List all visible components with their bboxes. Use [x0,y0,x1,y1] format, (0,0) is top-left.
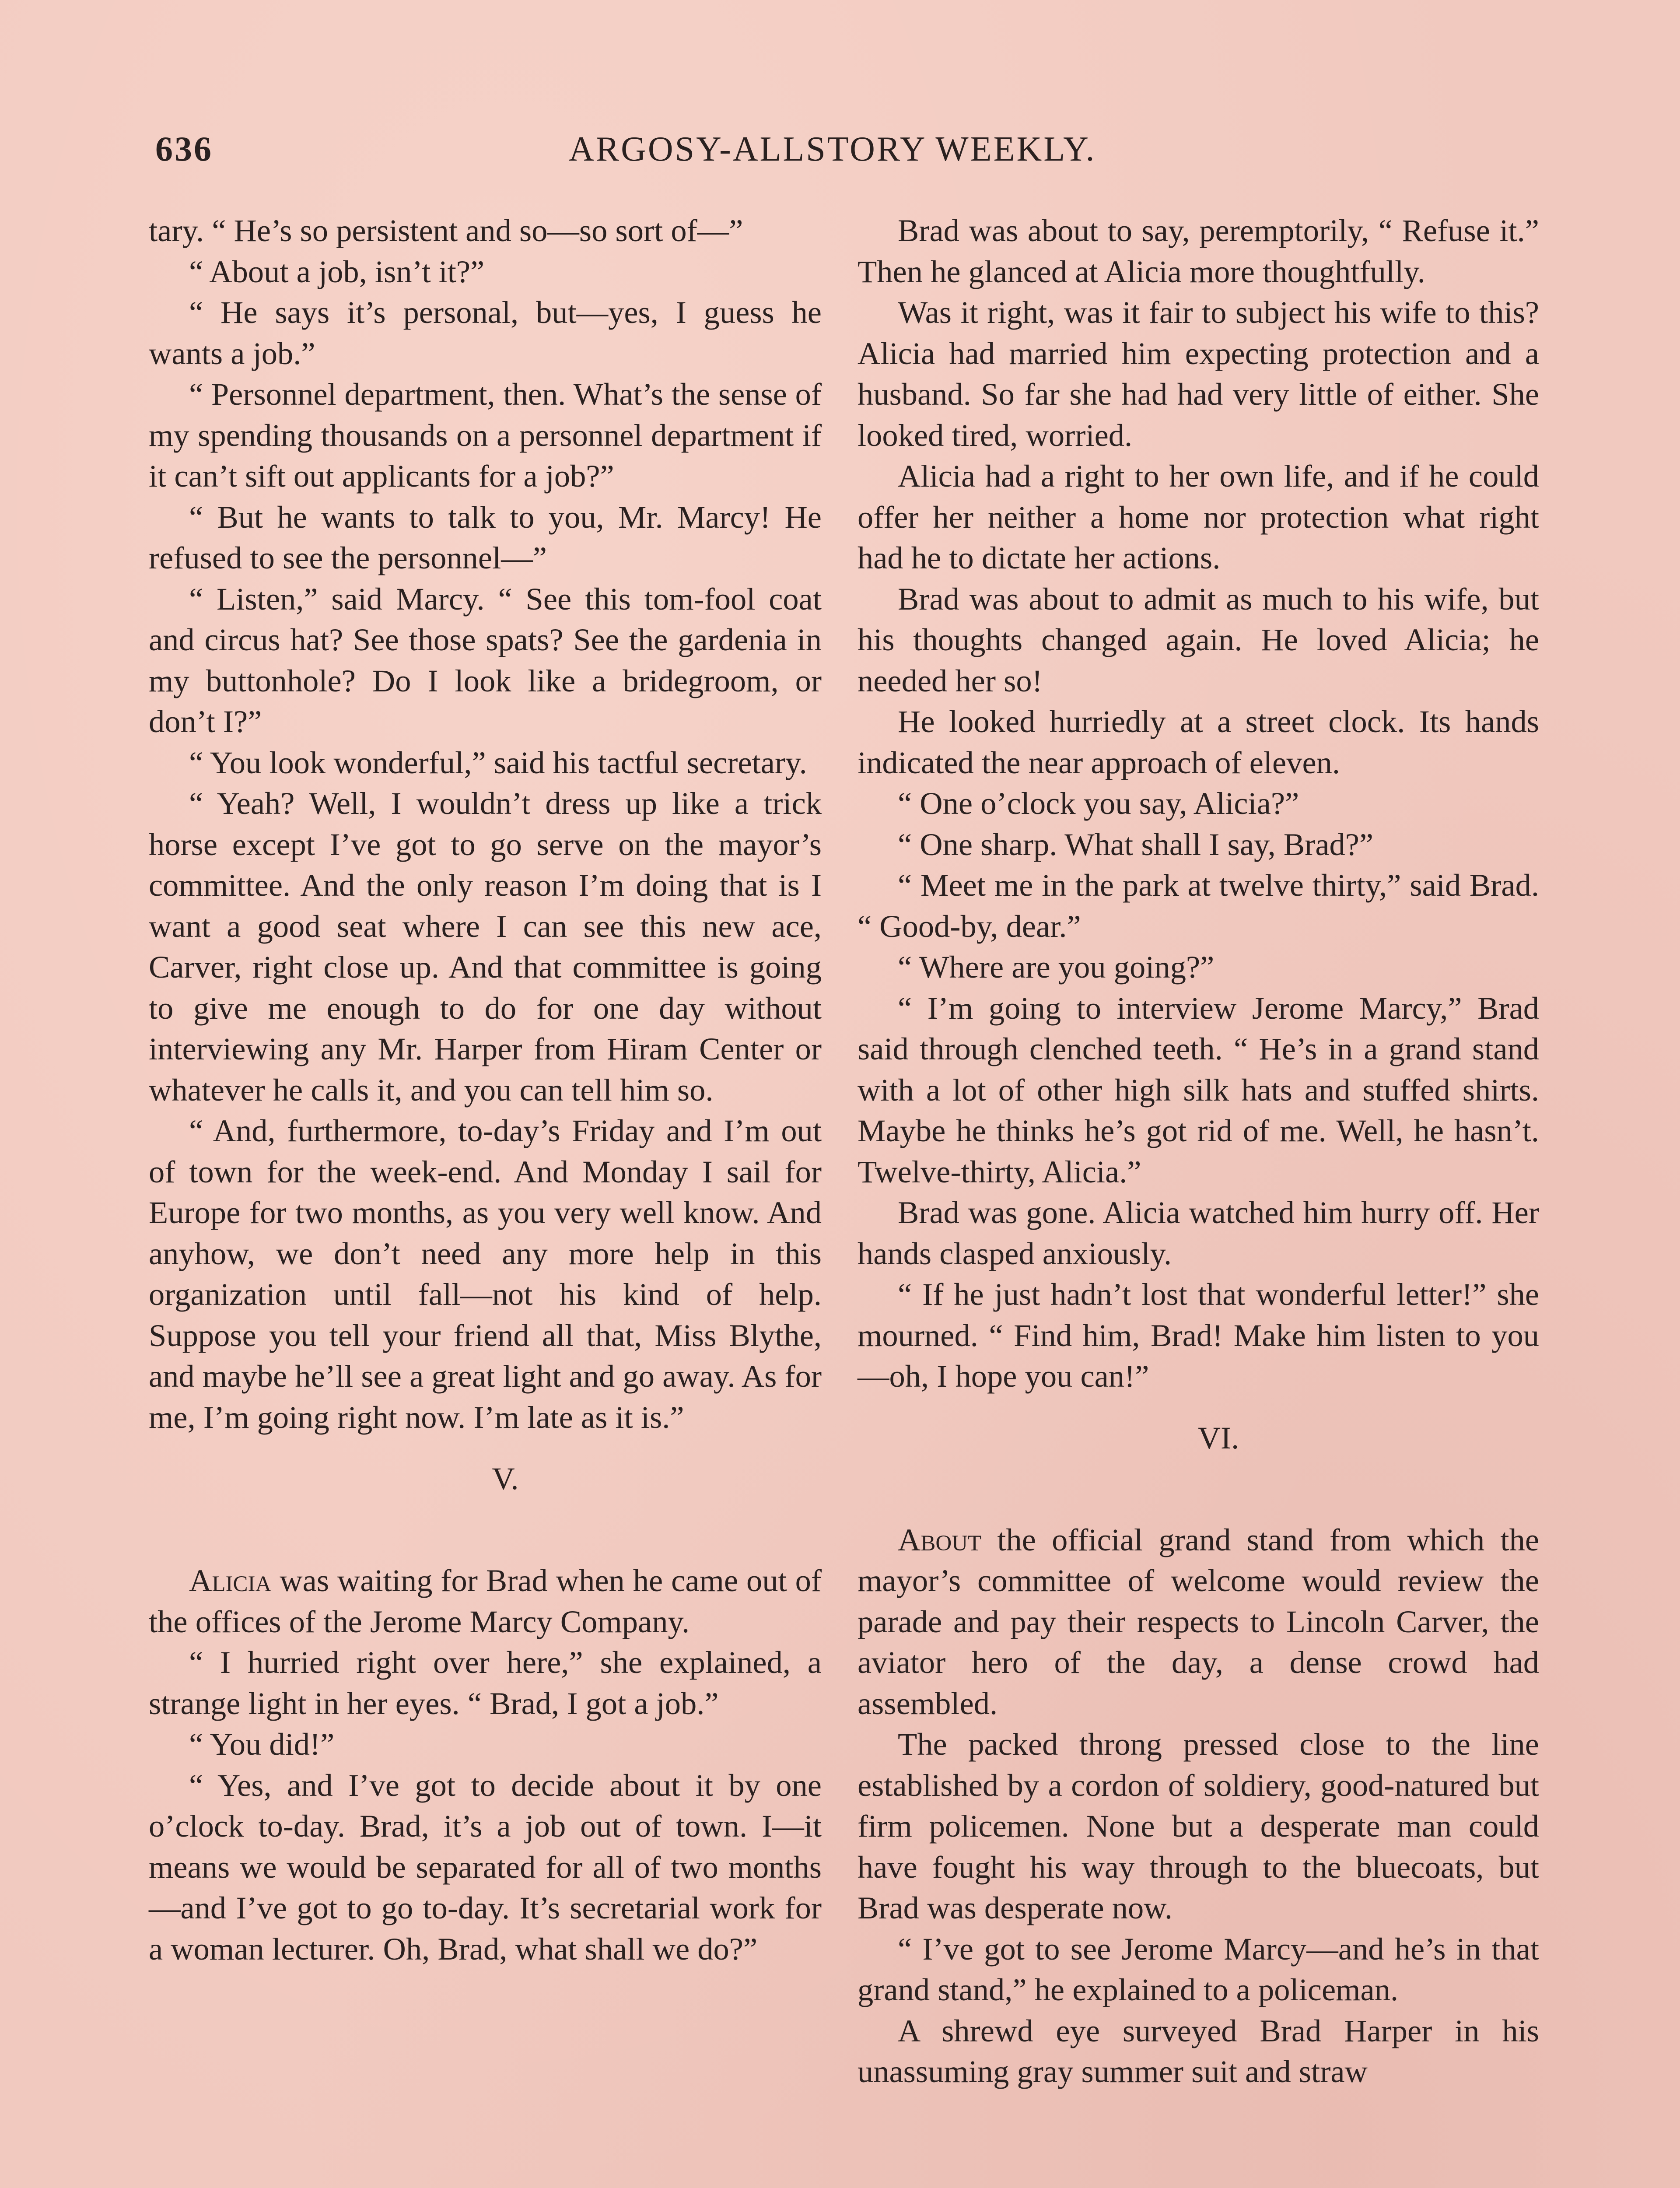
paragraph: Was it right, was it fair to subject his wife to this? Alicia had married him expecting protection and a husband. So far she had had very little of either. She looked tired, worried. [858,295,1539,453]
paragraph: “ One sharp. What shall I say, Brad?” [898,826,1374,862]
right-column [858,210,1539,2092]
paragraph: “ You did!” [189,1726,335,1762]
paragraph: “ Personnel department, then. What’s the sense of my spending thousands on a personnel department if it can’t sift out applicants for a job?” [149,376,822,494]
section-opening-text: was waiting for Brad when he came out of the offices of the Jerome Marcy Company. [149,1563,822,1639]
section-lead-word: About [898,1522,982,1557]
section-opening-paragraph [149,1560,822,1642]
page-number: 636 [155,130,213,168]
paragraph: Brad was about to say, peremptorily, “ Refuse it.” Then he glanced at Alicia more thoughtfully. [858,213,1539,289]
paragraph: “ But he wants to talk to you, Mr. Marcy! He refused to see the personnel—” [149,499,822,575]
paragraph: “ Yeah? Well, I wouldn’t dress up like a trick horse except I’ve got to go serve on the mayor’s committee. And the only reason I’m doing that is I want a good seat where I can see this new ace, Carver, right close up. And that committee is going to give me enough to do for one day without interviewing any Mr. Harper from Hiram Center or whatever he calls it, and you can tell him so. [149,785,822,1108]
paragraph: “ And, furthermore, to-day’s Friday and I’m out of town for the week-end. And Monday I sail for Europe for two months, as you very well know. And anyhow, we don’t need any more help in this organization until fall—not his kind of help. Suppose you tell your friend all that, Miss Blythe, and maybe he’ll see a great light and go away. As for me, I’m going right now. I’m late as it is.” [149,1113,822,1435]
paragraph: Brad was gone. Alicia watched him hurry off. Her hands clasped anxiously. [858,1195,1539,1271]
paragraph: “ He says it’s personal, but—yes, I guess he wants a job.” [149,295,822,371]
running-title: ARGOSY-ALLSTORY WEEKLY. [569,130,1096,168]
paragraph: The packed throng pressed close to the line established by a cordon of soldiery, good-natured but firm policemen. None but a desperate man could have fought his way through to the bluecoats, but Brad was desperate now. [858,1726,1539,1925]
paragraph: “ If he just hadn’t lost that wonderful letter!” she mourned. “ Find him, Brad! Make him listen to you—oh, I hope you can!” [858,1276,1539,1394]
section-heading-vi: VI. [1197,1420,1239,1455]
paragraph: “ About a job, isn’t it?” [189,253,485,289]
paragraph: Alicia had a right to her own life, and if he could offer her neither a home nor protection what right had he to dictate her actions. [858,458,1539,575]
paragraph: “ I’m going to interview Jerome Marcy,” Brad said through clenched teeth. “ He’s in a grand stand with a lot of other high silk hats and stuffed shirts. Maybe he thinks he’s got rid of me. Well, he hasn’t. Twelve-thirty, Alicia.” [858,990,1539,1189]
paragraph: tary. “ He’s so persistent and so—so sort of—” [149,213,743,248]
paragraph: “ I’ve got to see Jerome Marcy—and he’s in that grand stand,” he explained to a policeman. [858,1931,1539,2007]
paragraph: “ Listen,” said Marcy. “ See this tom-fool coat and circus hat? See those spats? See the gardenia in my buttonhole? Do I look like a bridegroom, or don’t I?” [149,581,822,739]
paragraph: “ Where are you going?” [898,949,1214,985]
left-column [149,210,822,1969]
section-opening-text: the official grand stand from which the mayor’s committee of welcome would review the parade and pay their respects to Lincoln Carver, the aviator hero of the day, a dense crowd had assembled. [858,1522,1539,1721]
paragraph: “ Yes, and I’ve got to decide about it by one o’clock to-day. Brad, it’s a job out of town. I—it means we would be separated for all of two months—and I’ve got to go to-day. It’s secretarial work for a woman lecturer. Oh, Brad, what shall we do?” [149,1767,822,1967]
paragraph: “ I hurried right over here,” she explained, a strange light in her eyes. “ Brad, I got a job.” [149,1645,822,1721]
paragraph: “ Meet me in the park at twelve thirty,” said Brad. “ Good-by, dear.” [858,867,1539,944]
section-opening-paragraph [858,1519,1539,1724]
section-lead-word: Alicia [189,1563,272,1598]
paragraph: Brad was about to admit as much to his wife, but his thoughts changed again. He loved Alicia; he needed her so! [858,581,1539,698]
section-heading-v: V. [492,1461,519,1496]
paragraph: “ You look wonderful,” said his tactful secretary. [189,744,807,780]
paragraph: “ One o’clock you say, Alicia?” [898,785,1299,821]
paragraph: A shrewd eye surveyed Brad Harper in his unassuming gray summer suit and straw [858,2013,1539,2089]
paragraph: He looked hurriedly at a street clock. Its hands indicated the near approach of eleven. [858,704,1539,780]
page-header [155,130,1533,182]
